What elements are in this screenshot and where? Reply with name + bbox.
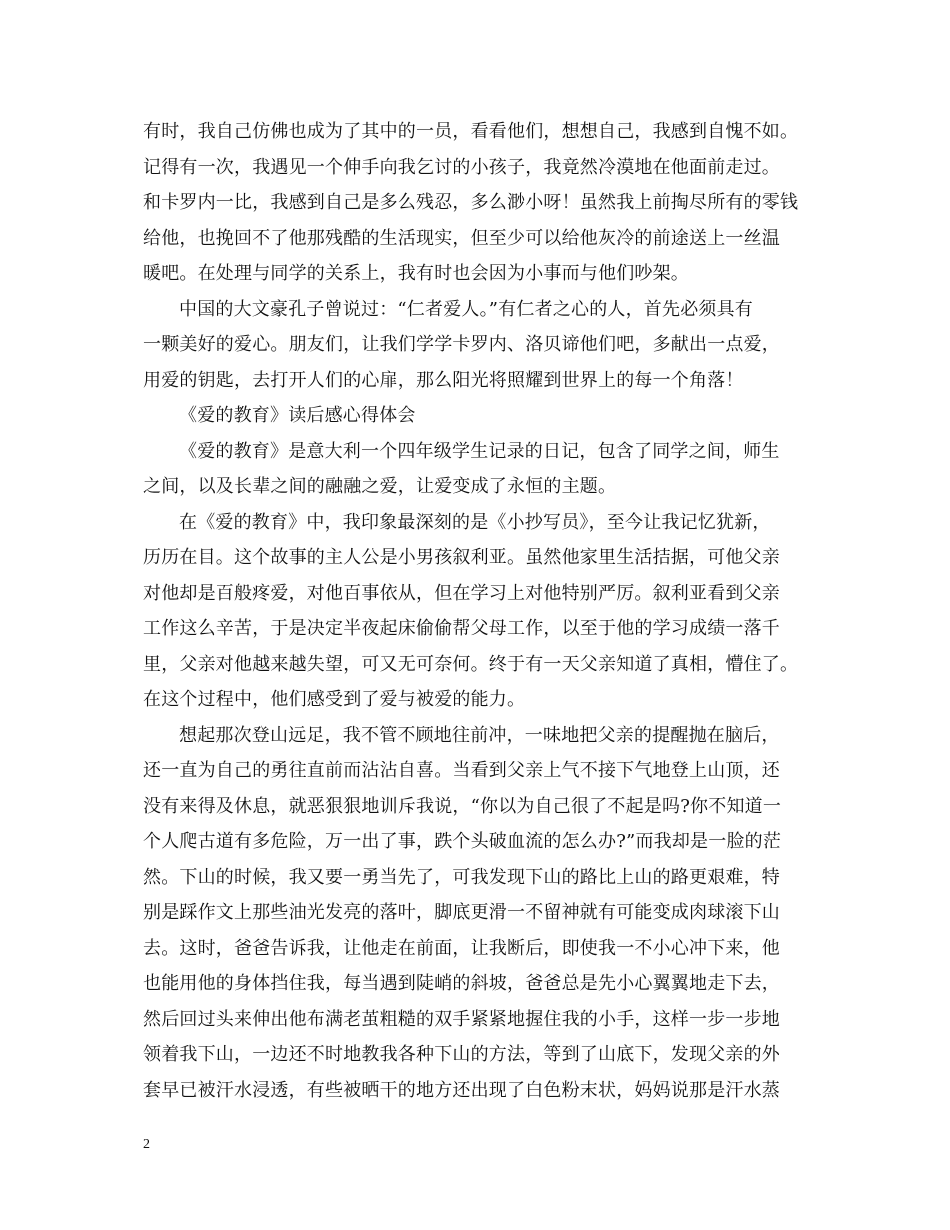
text-line: 别是踩作文上那些油光发亮的落叶，脚底更滑一不留神就有可能变成肉球滚下山 (143, 902, 780, 923)
page-number: 2 (143, 1137, 150, 1152)
paragraph-first-line: 《爱的教育》是意大利一个四年级学生记录的日记，包含了同学之间，师生 (179, 440, 780, 462)
text-line: 之间，以及长辈之间的融融之爱，让爱变成了永恒的主题。 (143, 476, 617, 497)
paragraph-first-line: 想起那次登山远足，我不管不顾地往前冲，一味地把父亲的提醒抛在脑后， (179, 724, 780, 746)
paragraph-first-line: 中国的大文豪孔子曾说过：“仁者爱人。”有仁者之心的人，首先必须具有 (179, 298, 754, 320)
text-line: 没有来得及休息，就恶狠狠地训斥我说，“你以为自己很了不起是吗?你不知道一 (143, 795, 782, 817)
text-line: 暖吧。在处理与同学的关系上，我有时也会因为小事而与他们吵架。 (143, 263, 689, 284)
text-line: 然后回过头来伸出他布满老茧粗糙的双手紧紧地握住我的小手，这样一步一步地 (143, 1008, 780, 1030)
text-line: 对他却是百般疼爱，对他百事依从，但在学习上对他特别严厉。叙利亚看到父亲 (143, 582, 780, 604)
text-line: 历历在目。这个故事的主人公是小男孩叙利亚。虽然他家里生活拮据，可他父亲 (143, 547, 780, 568)
text-line: 去。这时，爸爸告诉我，让他走在前面，让我断后，即使我一不小心冲下来，他 (143, 937, 780, 959)
text-line: 也能用他的身体挡住我，每当遇到陡峭的斜坡，爸爸总是先小心翼翼地走下去， (143, 973, 780, 994)
text-line: 和卡罗内一比，我感到自己是多么残忍，多么渺小呀！虽然我上前掏尽所有的零钱 (143, 192, 799, 213)
text-line: 给他，也挽回不了他那残酷的生活现实，但至少可以给他灰冷的前途送上一丝温 (143, 227, 780, 249)
text-line: 还一直为自己的勇往直前而沾沾自喜。当看到父亲上气不接下气地登上山顶，还 (143, 760, 780, 781)
text-line: 套早已被汗水浸透，有些被晒干的地方还出现了白色粉末状，妈妈说那是汗水蒸 (143, 1079, 780, 1101)
text-line: 工作这么辛苦，于是决定半夜起床偷偷帮父母工作，以至于他的学习成绩一落千 (143, 618, 780, 639)
text-line: 然。下山的时候，我又要一勇当先了，可我发现下山的路比上山的路更艰难，特 (143, 866, 780, 888)
text-line: 里，父亲对他越来越失望，可又无可奈何。终于有一天父亲知道了真相，懵住了。 (143, 653, 799, 675)
text-line: 记得有一次，我遇见一个伸手向我乞讨的小孩子，我竟然冷漠地在他面前走过。 (143, 156, 780, 178)
section-title: 《爱的教育》读后感心得体会 (179, 405, 416, 426)
text-line: 个人爬古道有多危险，万一出了事，跌个头破血流的怎么办?”而我却是一脸的茫 (143, 831, 782, 852)
document-body (143, 114, 828, 1108)
text-line: 用爱的钥匙，去打开人们的心扉，那么阳光将照耀到世界上的每一个角落！ (143, 369, 744, 391)
paragraph-first-line: 在《爱的教育》中，我印象最深刻的是《小抄写员》，至今让我记忆犹新， (179, 511, 771, 533)
text-line: 一颗美好的爱心。朋友们，让我们学学卡罗内、洛贝谛他们吧，多献出一点爱， (143, 334, 780, 355)
text-line: 领着我下山，一边还不时地教我各种下山的方法，等到了山底下，发现父亲的外 (143, 1044, 780, 1065)
text-line: 有时，我自己仿佛也成为了其中的一员，看看他们，想想自己，我感到自愧不如。 (143, 121, 799, 142)
text-line: 在这个过程中，他们感受到了爱与被爱的能力。 (143, 689, 526, 710)
